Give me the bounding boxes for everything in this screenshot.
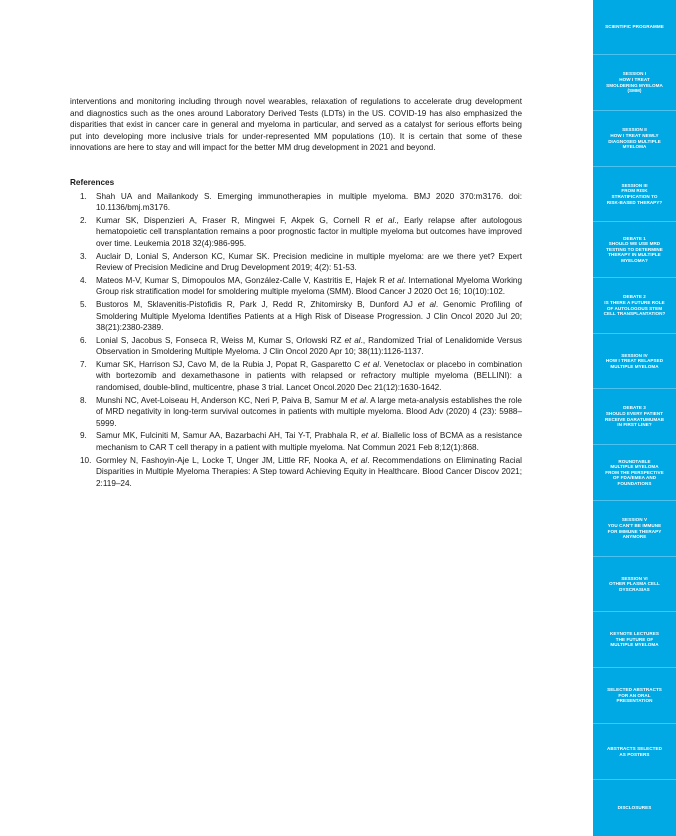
nav-label: SESSION V YOU CAN'T BE IMMUNE FOR IMMUNE THERAPY ANYMORE (607, 517, 662, 540)
nav-label: DEBATE 2 IS THERE A FUTURE ROLE OF AUTOLOGOUS STEM CELL TRANSPLANTATION? (603, 294, 666, 317)
nav-label: DEBATE 3 SHOULD EVERY PATIENT RECEIVE DARATUMUMAB IN FIRST LINE? (604, 405, 665, 428)
nav-roundtable[interactable] (593, 445, 676, 501)
nav-session-4[interactable] (593, 334, 676, 389)
nav-debate-1[interactable] (593, 222, 676, 278)
nav-debate-2[interactable] (593, 278, 676, 334)
nav-session-2[interactable] (593, 111, 676, 167)
reference-number: 3. (80, 251, 87, 261)
reference-text: Kumar SK, Dispenzieri A, Fraser R, Mingwei F, Akpek G, Cornell R (96, 215, 376, 225)
reference-etal: et al (350, 395, 366, 405)
reference-number: 2. (80, 215, 87, 225)
reference-text: Mateos M-V, Kumar S, Dimopoulos MA, González-Calle V, Kastritis E, Hajek R (96, 275, 388, 285)
reference-text: Auclair D, Lonial S, Anderson KC, Kumar SK. Precision medicine in multiple myeloma: are we there yet? Expert Review of Precision Medicine and Drug Development 2019; 4(2): 51-53. (96, 251, 522, 273)
nav-label: KEYNOTE LECTURES THE FUTURE OF MULTIPLE MYELOMA (609, 631, 660, 648)
references-list (70, 191, 522, 490)
reference-number: 10. (80, 455, 92, 465)
nav-label: ROUNDTABLE MULTIPLE MYELOMA FROM THE PERSPECTIVE OF FDA/EMEA AND FOUNDATIONS (605, 458, 664, 486)
reference-number: 8. (80, 395, 87, 405)
references-section (70, 177, 522, 489)
reference-item (70, 455, 522, 490)
reference-text: Samur MK, Fulciniti M, Samur AA, Bazarbachi AH, Tai Y-T, Prabhala R, (96, 431, 362, 441)
reference-text-rest: . Recommendations on Eliminating Racial Disparities in Multiple Myeloma Therapies: A Step toward Achieving Equity in Healthcare. Blood Cancer Discov 2021; 2:119–24. (96, 455, 522, 488)
reference-etal: et al (375, 215, 395, 225)
section-navigation (593, 0, 676, 836)
references-heading: References (70, 177, 115, 187)
reference-text-rest: . A large meta-analysis establishes the role of MRD negativity in long-term survival outcomes in patients with multiple myeloma. Blood Adv (2020) 4 (23): 5988–5999. (96, 395, 522, 428)
nav-label: SESSION IV HOW I TREAT RELAPSED MULTIPLE MYELOMA (605, 352, 664, 369)
reference-text-rest: . Venetoclax or placebo in combination with bortezomib and dexamethasone in patients with relapsed or refractory multiple myeloma (BELLINI): a randomised, double-blind, multicentre, phase 3 trial. Lancet Oncol.2020 Dec 21(12):1630-1642. (96, 359, 522, 393)
reference-text-rest: ., Randomized Trial of Lenalidomide Versus Observation in Smoldering Multiple Myeloma. J Clin Oncol 2020 Apr 10; 38(11):1126-1137. (96, 335, 523, 357)
reference-item (70, 251, 522, 274)
reference-number: 6. (80, 335, 87, 345)
reference-number: 4. (80, 275, 87, 285)
reference-number: 9. (80, 431, 87, 441)
nav-session-1[interactable] (593, 55, 676, 111)
reference-etal: et al (344, 335, 361, 345)
reference-number: 5. (80, 299, 87, 309)
reference-item (70, 275, 522, 298)
reference-item (70, 299, 522, 334)
nav-debate-3[interactable] (593, 389, 676, 445)
reference-text-rest: . Biallelic loss of BCMA as a resistance mechanism to CAR T cell therapy in a patient with multiple myeloma. Nat Commun 2021 Feb 8;12(1):868. (96, 431, 523, 453)
nav-label: SCIENTIFIC PROGRAMME (605, 24, 664, 30)
reference-item (70, 395, 522, 430)
nav-label: SESSION VI OTHER PLASMA CELL DYSCRASIAS (609, 575, 660, 592)
reference-item (70, 191, 522, 214)
reference-text: Bustoros M, Sklavenitis-Pistofidis R, Park J, Redd R, Zhitomirsky B, Dunford AJ (96, 299, 418, 309)
reference-text-rest: ., Early relapse after autologous hematopoietic cell transplantation remains a poor prognostic factor in multiple myeloma but outcomes have improved over time. Leukemia 2018 32(4):986-995. (96, 215, 522, 248)
nav-label: SESSION III FROM RISK STRATIFICATION TO RISK-BASED THERAPY? (606, 182, 663, 205)
nav-label: ABSTRACTS SELECTED AS POSTERS (606, 745, 662, 757)
reference-item (70, 335, 522, 358)
reference-item (70, 359, 522, 394)
reference-etal: et al (361, 431, 378, 441)
nav-keynote-lectures[interactable] (593, 612, 676, 668)
reference-item (70, 430, 522, 453)
nav-label: DEBATE 1 SHOULD WE USE MRD TESTING TO DETERMINE THERAPY IN MULTIPLE MYELOMA? (606, 235, 663, 263)
nav-poster-abstracts[interactable] (593, 724, 676, 780)
nav-session-6[interactable] (593, 557, 676, 612)
reference-text-rest: . Genomic Profiling of Smoldering Multiple Myeloma Identifies Patients at a High Risk of Disease Progression. J Clin Oncol 2020 Jul 20; 38(21):2380-2389. (96, 299, 522, 333)
reference-number: 7. (80, 359, 87, 369)
intro-paragraph: interventions and monitoring including through novel wearables, relaxation of regulations to accelerate drug development and diagnostics such as the ones around Laboratory Derived Tests (LDTs) in the US. COVID-19 has also emphasized the disparities that exist in cancer care in general and myeloma in particular, and served as a catalyst for serious efforts being put into developing more inclusive trials for under-represented MM populations (10). It is certain that some of these innovations are here to stay and will impact for the better MM drug development in 2021 and beyond. (70, 97, 522, 153)
reference-text: Munshi NC, Avet-Loiseau H, Anderson KC, Neri P, Paiva B, Samur M (96, 395, 351, 405)
reference-text-rest: . International Myeloma Working Group risk stratification model for smoldering multiple myeloma (SMM). Blood Cancer J 2020 Oct 16; 10(10):102. (96, 275, 522, 297)
reference-text: Shah UA and Mailankody S. Emerging immunotherapies in multiple myeloma. BMJ 2020 370:m3176. doi: 10.1136/bmj.m3176. (96, 191, 522, 213)
page-content (70, 96, 522, 490)
nav-session-5[interactable] (593, 501, 676, 557)
nav-session-3[interactable] (593, 167, 676, 222)
reference-text: Kumar SK, Harrison SJ, Cavo M, de la Rubia J, Popat R, Gasparetto C (96, 359, 364, 369)
reference-etal: et al (417, 299, 436, 309)
reference-etal: et al (363, 359, 380, 369)
intro-text (70, 96, 522, 154)
nav-label: SESSION I HOW I TREAT SMOLDERING MYELOMA (SMM) (606, 71, 663, 94)
reference-text: Gormley N, Fashoyin-Aje L, Locke T, Unger JM, Little RF, Nooka A, (96, 455, 351, 465)
nav-scientific-programme[interactable] (593, 0, 676, 55)
reference-etal: et al (350, 455, 368, 465)
nav-label: SELECTED ABSTRACTS FOR AN ORAL PRESENTATION (607, 687, 662, 704)
reference-number: 1. (80, 191, 87, 201)
nav-label: DISCLOSURES (617, 805, 652, 811)
reference-etal: et al (387, 275, 404, 285)
nav-label: SESSION II HOW I TREAT NEWLY DIAGNOSED MULTIPLE MYELOMA (608, 127, 661, 150)
nav-oral-abstracts[interactable] (593, 668, 676, 724)
nav-disclosures[interactable] (593, 780, 676, 836)
reference-item (70, 215, 522, 250)
reference-text: Lonial S, Jacobus S, Fonseca R, Weiss M, Kumar S, Orlowski RZ (96, 335, 345, 345)
